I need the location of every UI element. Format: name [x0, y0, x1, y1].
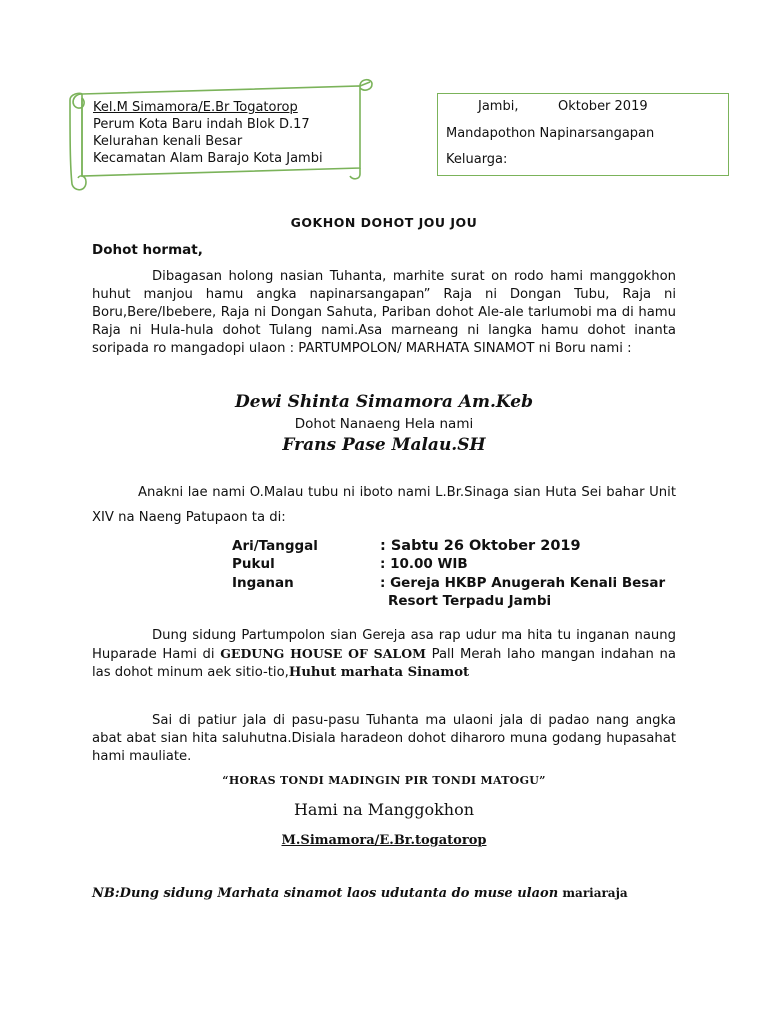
place-value-line2: Resort Terpadu Jambi: [388, 593, 552, 609]
time-label: Pukul: [232, 556, 275, 572]
venue-name: GEDUNG HOUSE OF SALOM: [220, 646, 426, 661]
note-plain: mariaraja: [558, 886, 628, 900]
letter-title: GOKHON DOHOT JOU JOU: [290, 215, 478, 230]
parents-text: Anakni lae nami O.Malau tubu ni iboto nami L.Br.Sinaga sian Huta Sei bahar Unit XIV na Naeng Patupaon ta di:: [92, 485, 676, 525]
letter-city: Jambi,: [478, 99, 519, 114]
recipient-label: Keluarga:: [446, 152, 508, 167]
date-value: : Sabtu 26 Oktober 2019: [380, 538, 581, 554]
place-value-line1: : Gereja HKBP Anugerah Kenali Besar: [380, 575, 666, 591]
after-text-1: Dung sidung Partumpolon sian Gereja asa rap udur ma hita tu inganan naung Huparade Hami di: [92, 628, 676, 662]
after-paragraph: [92, 627, 676, 682]
blessing-text: Sai di patiur jala di pasu-pasu Tuhanta ma ulaoni jala di padao nang angka abat abat sian hita saluhutna.Disiala haradeon dohot diharoro muna godang hupasahat hami mauliate.: [92, 713, 676, 764]
letter-date: Oktober 2019: [558, 99, 648, 114]
blessing-paragraph: [92, 712, 676, 766]
parents-paragraph: [92, 480, 676, 530]
note-italic: NB:Dung sidung Marhata sinamot laos udutanta do muse ulaon: [92, 886, 559, 901]
recipient-heading: Mandapothon Napinarsangapan: [446, 126, 655, 141]
sender-address-street: Perum Kota Baru indah Blok D.17: [93, 117, 310, 132]
intro-text: Dibagasan holong nasian Tuhanta, marhite surat on rodo hami manggokhon huhut manjou hamu angka napinarsangapan” Raja ni Dongan Tubu, Raja ni Boru,Bere/Ibebere, Raja ni Dongan Sahuta, Pariban dohot Ale-ale tarlumobi ma di hamu Raja ni Hula-hula dohot Tulang nami.Asa marneang ni langka hamu dohot inanta soripada ro mangadopi ulaon : PARTUMPOLON/ MARHATA SINAMOT ni Boru nami :: [92, 269, 676, 356]
place-label: Inganan: [232, 575, 294, 591]
after-text-2: Pall Merah laho mangan indahan na las dohot minum aek sitio-tio,: [92, 647, 676, 680]
signer-name: M.Simamora/E.Br.togatorop: [281, 833, 487, 848]
sender-family-name: Kel.M Simamora/E.Br Togatorop: [93, 100, 298, 115]
sender-address-village: Kelurahan kenali Besar: [93, 134, 243, 149]
recipient-box: [437, 93, 729, 176]
bride-name: Dewi Shinta Simamora Am.Keb: [235, 392, 533, 412]
signoff: Hami na Manggokhon: [293, 800, 475, 819]
date-label: Ari/Tanggal: [232, 538, 318, 554]
sender-address-district: Kecamatan Alam Barajo Kota Jambi: [93, 151, 323, 166]
after-closing: Huhut marhata Sinamot: [288, 665, 470, 680]
groom-name: Frans Pase Malau.SH: [282, 435, 486, 455]
motto: “HORAS TONDI MADINGIN PIR TONDI MATOGU”: [222, 774, 546, 787]
note: [92, 886, 628, 901]
time-value: : 10.00 WIB: [380, 556, 468, 572]
connector-text: Dohot Nanaeng Hela nami: [294, 416, 474, 432]
intro-paragraph: [92, 268, 676, 358]
greeting: Dohot hormat,: [92, 242, 203, 258]
